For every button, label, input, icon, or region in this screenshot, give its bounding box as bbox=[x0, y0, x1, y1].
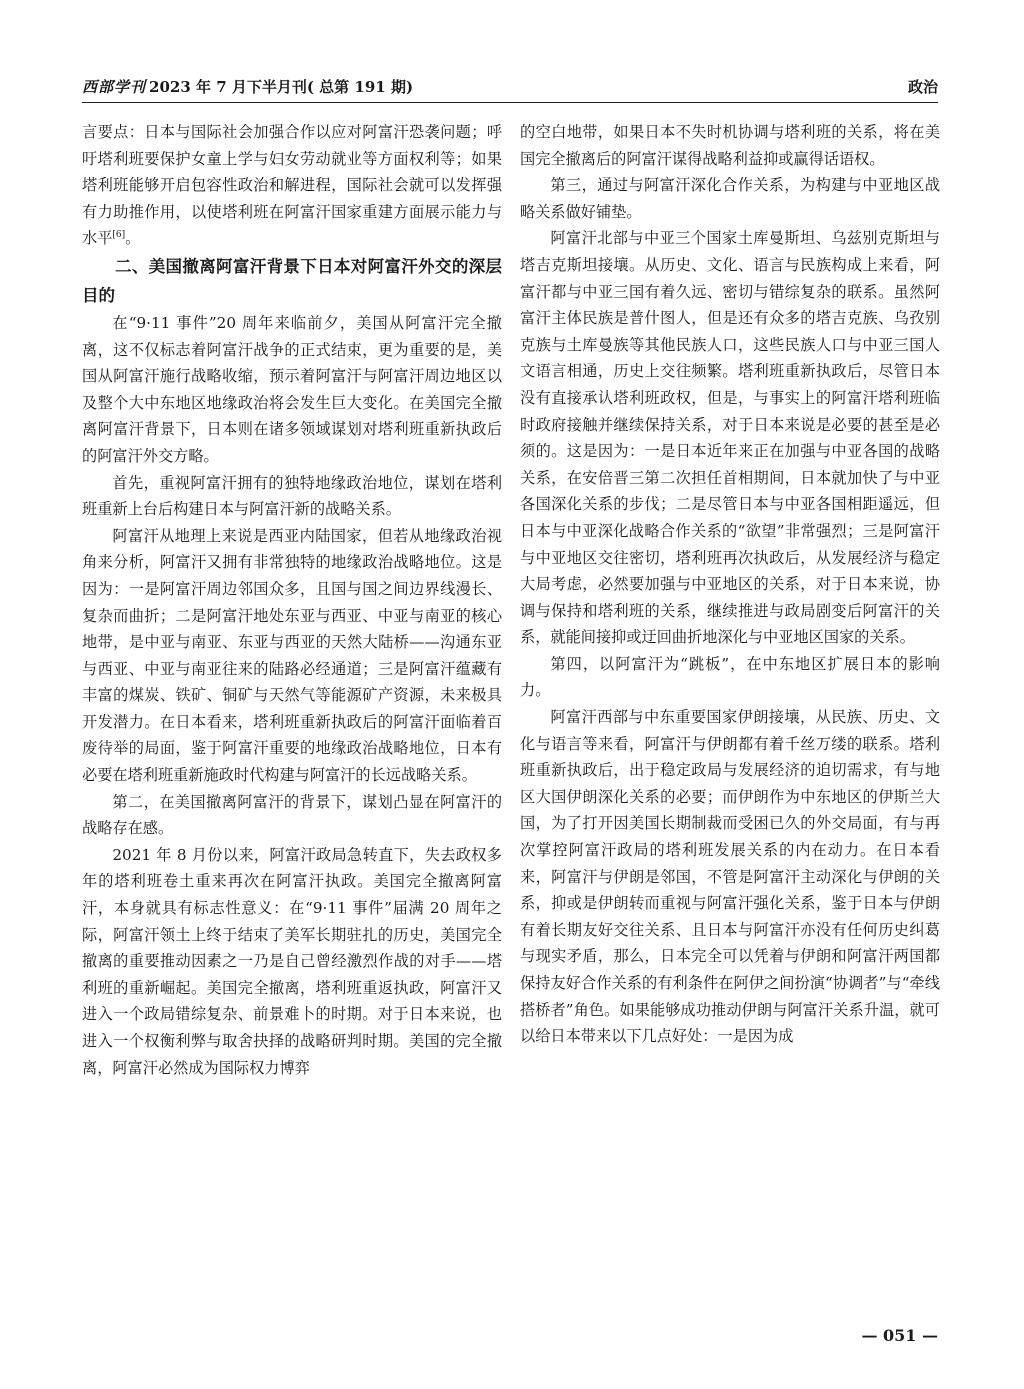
paragraph bbox=[82, 119, 502, 252]
paragraph: 2021 年 8 月份以来，阿富汗政局急转直下，失去政权多年的塔利班卷土重来再次在阿富汗执政。美国完全撤离阿富汗，本身就具有标志性意义：在“9·11 事件”届满 20 周年之际，阿富汗领土上终于结束了美军长期驻扎的历史，美国完全撤离的重要推动因素之一乃是自己曾经激烈作战的对手——塔利班的重新崛起。美国完全撤离，塔利班重返执政，阿富汗又进入一个政局错综复杂、前景难卜的时期。对于日本来说，也进入一个权衡利弊与取舍抉择的战略研判时期。美国的完全撤离，阿富汗必然成为国际权力博弈 bbox=[82, 845, 502, 1077]
journal-logo: 西部学刊 bbox=[82, 78, 147, 96]
paragraph: 阿富汗北部与中亚三个国家土库曼斯坦、乌兹别克斯坦与塔吉克斯坦接壤。从历史、文化、语言与民族构成上来看，阿富汗都与中亚三国有着久远、密切与错综复杂的联系。虽然阿富汗主体民族是普什图人，但是还有众多的塔吉克族、乌孜别克族与土库曼族等其他民族人口，这些民族人口与中亚三国人文语言相通，历史上交往频繁。塔利班重新执政后，尽管日本没有直接承认塔利班政权，但是，与事实上的阿富汗塔利班临时政府接触并继续保持关系，对于日本来说是必要的甚至是必须的。这是因为：一是日本近年来正在加强与中亚各国的战略关系，在安倍晋三第二次担任首相期间，日本就加快了与中亚各国深化关系的步伐；二是尽管日本与中亚各国相距遥远，但日本与中亚深化战略合作关系的“欲望”非常强烈；三是阿富汗与中亚地区交往密切，塔利班再次执政后，从发展经济与稳定大局考虑，必然要加强与中亚地区的关系，对于日本来说，协调与保持和塔利班的关系，继续推进与政局剧变后阿富汗的关系，就能间接抑或迂回曲折地深化与中亚地区国家的关系。 bbox=[520, 229, 940, 647]
paragraph: 在“9·11 事件”20 周年来临前夕，美国从阿富汗完全撤离，这不仅标志着阿富汗战争的正式结束，更为重要的是，美国从阿富汗施行战略收缩，预示着阿富汗与阿富汗周边地区以及整个大中东地区地缘政治将会发生巨大变化。在美国完全撤离阿富汗背景下，日本则在诸多领域谋划对塔利班重新执政后的阿富汗外交方略。 bbox=[82, 313, 502, 465]
paragraph: 阿富汗西部与中东重要国家伊朗接壤，从民族、历史、文化与语言等来看，阿富汗与伊朗都有着千丝万缕的联系。塔利班重新执政后，出于稳定政局与发展经济的迫切需求，有与地区大国伊朗深化关系的必要；而伊朗作为中东地区的伊斯兰大国，为了打开因美国长期制裁而受困已久的外交局面，有与再次掌控阿富汗政局的塔利班发展关系的内在动力。在日本看来，阿富汗与伊朗是邻国，不管是阿富汗主动深化与伊朗的关系，抑或是伊朗转而重视与阿富汗强化关系，鉴于日本与伊朗有着长期友好交往关系、且日本与阿富汗亦没有任何历史纠葛与现实矛盾，那么，日本完全可以凭着与伊朗和阿富汗两国都保持友好合作关系的有利条件在阿伊之间扮演“协调者”与“牵线搭桥者”角色。如果能够成功推动伊朗与阿富汗关系升温，就可以给日本带来以下几点好处：一是因为成 bbox=[520, 708, 940, 1046]
section-label: 政治 bbox=[907, 78, 938, 96]
paragraph: 第三，通过与阿富汗深化合作关系，为构建与中亚地区战略关系做好铺垫。 bbox=[520, 176, 940, 221]
right-column bbox=[520, 119, 940, 1050]
paragraph: 首先，重视阿富汗拥有的独特地缘政治地位，谋划在塔利班重新上台后构建日本与阿富汗新的战略关系。 bbox=[82, 473, 502, 519]
left-column bbox=[82, 119, 502, 1081]
paragraph: 阿富汗从地理上来说是西亚内陆国家，但若从地缘政治视角来分析，阿富汗又拥有非常独特的地缘政治战略地位。这是因为：一是阿富汗周边邻国众多，且国与国之间边界线漫长、复杂而曲折；二是阿富汗地处东亚与西亚、中亚与南亚的核心地带，是中亚与南亚、东亚与西亚的天然大陆桥——沟通东亚与西亚、中亚与南亚往来的陆路必经通道；三是阿富汗蕴藏有丰富的煤炭、铁矿、铜矿与天然气等能源矿产资源，未来极具开发潜力。在日本看来，塔利班重新执政后的阿富汗面临着百废待举的局面，鉴于阿富汗重要的地缘政治战略地位，日本有必要在塔利班重新施政时代构建与阿富汗的长远战略关系。 bbox=[82, 526, 502, 785]
citation-ref: [6] bbox=[112, 230, 126, 241]
paragraph-end: 。 bbox=[125, 229, 141, 248]
page-number: — 051 — bbox=[861, 1326, 938, 1345]
paragraph: 的空白地带，如果日本不失时机协调与塔利班的关系，将在美国完全撤离后的阿富汗谋得战略利益抑或赢得话语权。 bbox=[520, 123, 940, 168]
section-heading: 二、美国撤离阿富汗背景下日本对阿富汗外交的深层目的 bbox=[82, 256, 502, 305]
paragraph: 第四，以阿富汗为“跳板”，在中东地区扩展日本的影响力。 bbox=[520, 654, 940, 700]
paragraph: 第二，在美国撤离阿富汗的背景下，谋划凸显在阿富汗的战略存在感。 bbox=[82, 792, 502, 838]
journal-issue-line bbox=[82, 76, 413, 98]
running-header bbox=[82, 76, 938, 103]
issue-info: 2023 年 7 月下半月刊( 总第 191 期) bbox=[149, 78, 414, 96]
paragraph-text: 言要点：日本与国际社会加强合作以应对阿富汗恐袭问题；呼吁塔利班要保护女童上学与妇女劳动就业等方面权利等；如果塔利班能够开启包容性政治和解进程，国际社会就可以发挥强有力助推作用，以使塔利班在阿富汗国家重建方面展示能力与水平 bbox=[82, 123, 502, 248]
